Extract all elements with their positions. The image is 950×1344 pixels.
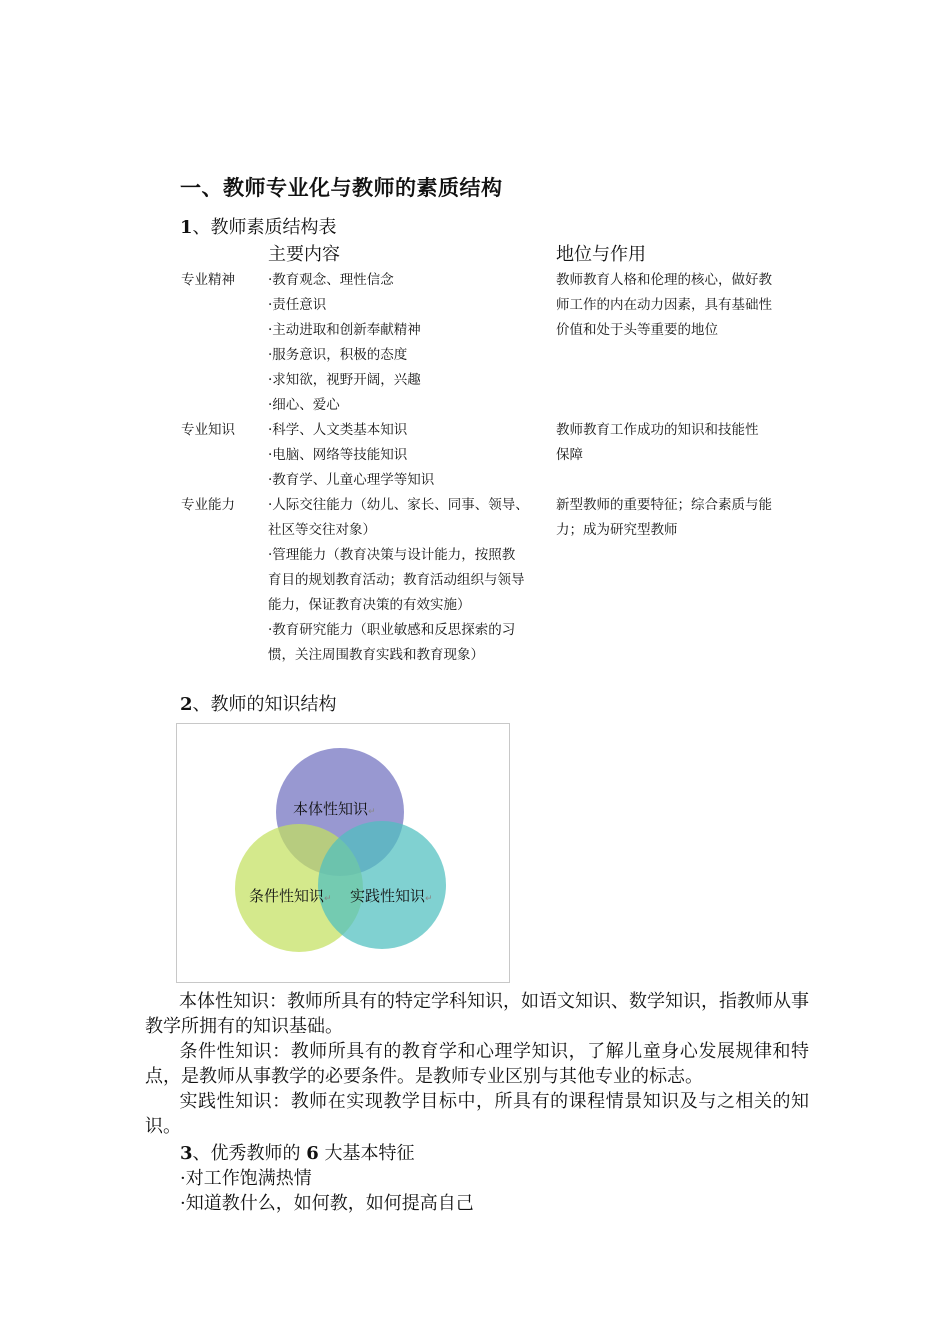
list-item: ·教育学、儿童心理学等知识 [268,472,435,488]
section3-heading-b: 大基本特征 [318,1143,415,1164]
paragraph-practical: 实践性知识：教师在实现教学目标中，所具有的课程情景知识及与之相关的知识。 [145,1091,809,1137]
list-item: ·电脑、网络等技能知识 [268,447,408,463]
list-item: ·管理能力（教育决策与设计能力，按照教 [268,547,516,563]
section3-number: 3 [180,1143,193,1164]
row-label-ability: 专业能力 [181,497,235,513]
role-line: 保障 [556,447,583,463]
row-items-ability [268,493,529,668]
list-item: ·细心、爱心 [268,397,340,413]
venn-label-ontological: 本体性知识↵ [293,800,376,818]
venn-circle-practical [318,821,446,949]
row-label-knowledge: 专业知识 [181,422,235,438]
row-role-ability [556,493,772,543]
venn-label-conditional: 条件性知识↵ [249,887,332,905]
list-item: ·人际交往能力（幼儿、家长、同事、领导、 [268,497,529,513]
list-item: 惯，关注周围教育实践和教育现象） [268,647,484,663]
section1-heading [180,213,337,239]
section2-heading-text: 、教师的知识结构 [192,694,337,715]
list-item: ·求知欲，视野开阔，兴趣 [268,372,421,388]
section2-number: 2 [180,694,193,715]
list-item: 社区等交往对象） [268,522,376,538]
list-item: ·科学、人文类基本知识 [268,422,408,438]
venn-label-practical: 实践性知识↵ [350,887,433,905]
bullet-item: ·对工作饱满热情 [180,1168,312,1189]
section1-number: 1 [180,217,193,238]
section1-heading-text: 、教师素质结构表 [192,217,337,238]
venn-figure [176,723,510,983]
list-item: 育目的规划教育活动；教育活动组织与领导 [268,572,525,588]
section3-heading-a: 、优秀教师的 [192,1143,307,1164]
column-header-content: 主要内容 [268,244,340,265]
row-label-spirit: 专业精神 [181,272,235,288]
section3-heading [180,1139,415,1165]
role-line: 新型教师的重要特征；综合素质与能 [556,497,772,513]
role-line: 力；成为研究型教师 [556,522,678,538]
list-item: 能力，保证教育决策的有效实施） [268,597,471,613]
role-line: 教师教育人格和伦理的核心，做好教 [556,272,772,288]
column-header-role: 地位与作用 [556,244,646,265]
bullet-item: ·知道教什么，如何教，如何提高自己 [180,1193,474,1214]
row-role-spirit [556,268,772,343]
section2-heading [180,690,337,716]
section3-heading-number: 6 [306,1143,319,1164]
role-line: 师工作的内在动力因素，具有基础性 [556,297,772,313]
list-item: ·主动进取和创新奉献精神 [268,322,421,338]
venn-diagram [177,724,509,982]
role-line: 价值和处于头等重要的地位 [556,322,718,338]
page-title: 一、教师专业化与教师的素质结构 [180,176,503,200]
row-items-spirit [268,268,421,418]
list-item: ·教育研究能力（职业敏感和反思探索的习 [268,622,516,638]
row-items-knowledge [268,418,434,493]
paragraph-ontological: 本体性知识：教师所具有的特定学科知识，如语文知识、数学知识，指教师从事教学所拥有的知识基础。 [145,991,809,1037]
paragraph-conditional: 条件性知识：教师所具有的教育学和心理学知识，了解儿童身心发展规律和特点，是教师从事教学的必要条件。是教师专业区别与其他专业的标志。 [145,1041,809,1087]
role-line: 教师教育工作成功的知识和技能性 [556,422,759,438]
list-item: ·教育观念、理性信念 [268,272,394,288]
list-item: ·服务意识，积极的态度 [268,347,408,363]
row-role-knowledge [556,418,759,468]
list-item: ·责任意识 [268,297,327,313]
